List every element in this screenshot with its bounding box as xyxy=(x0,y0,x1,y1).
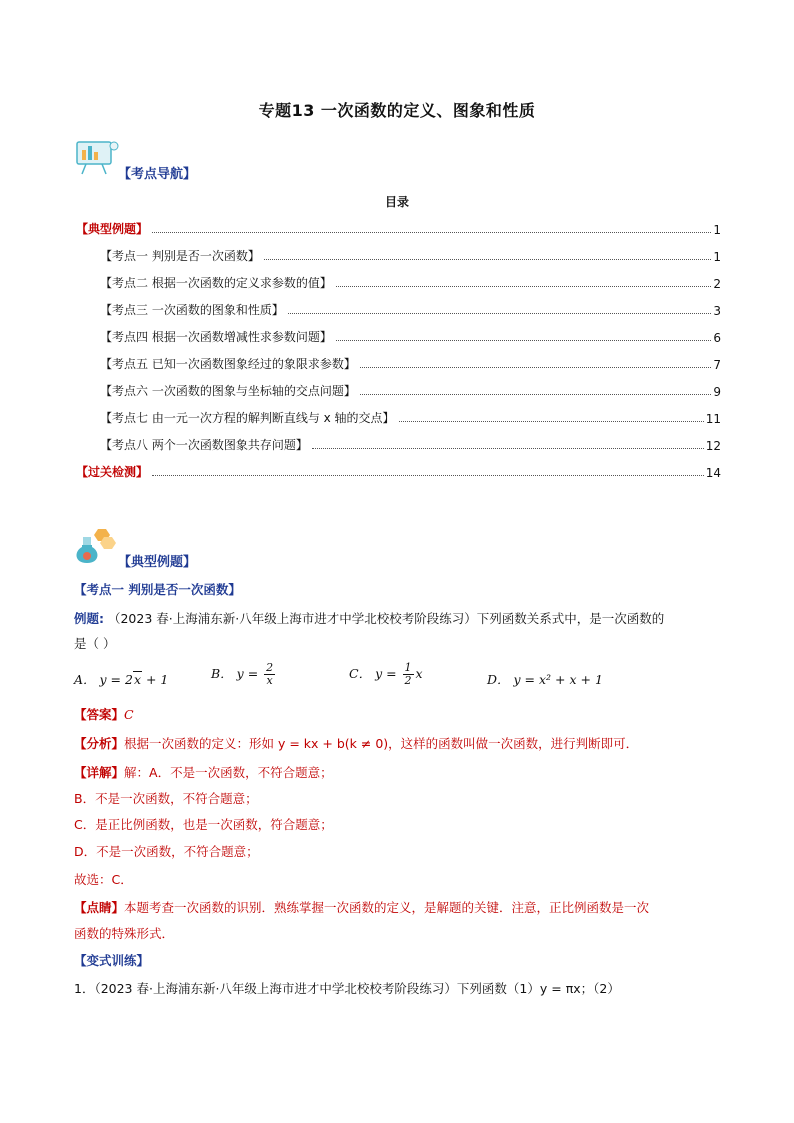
option-b[interactable] xyxy=(211,662,277,687)
toc-leader-dots xyxy=(360,366,712,368)
table-of-contents xyxy=(76,219,721,480)
detail-option-c: C．是正比例函数，也是一次函数，符合题意； xyxy=(74,817,333,832)
toc-page-number: 3 xyxy=(713,304,721,318)
fraction xyxy=(264,662,275,687)
toc-page-number: 14 xyxy=(705,466,721,480)
option-a-expression-tail: + 1 xyxy=(142,672,169,687)
nav-section-heading: 【考点导航】 xyxy=(118,167,197,182)
detail-option-d: D．不是一次函数，不符合题意； xyxy=(74,844,259,859)
toc-entry-kaodian-2[interactable] xyxy=(76,273,721,291)
toc-entry-label: 【考点五 已知一次函数图象经过的象限求参数】 xyxy=(100,357,356,371)
toc-entry-kaodian-1[interactable] xyxy=(76,246,721,264)
toc-entry-label: 【考点六 一次函数的图象与坐标轴的交点问题】 xyxy=(100,384,356,398)
practice-heading: 【变式训练】 xyxy=(74,953,150,968)
answer-tag: 【答案】 xyxy=(74,707,125,722)
toc-entry-kaodian-3[interactable] xyxy=(76,300,721,318)
toc-leader-dots xyxy=(336,339,712,341)
kaodian-heading: 【考点一 判别是否一次函数】 xyxy=(74,582,241,597)
option-c-expression: y = xyxy=(375,666,401,681)
detail-option-b: B．不是一次函数，不符合题意； xyxy=(74,791,258,806)
question-text-line1: （2023 春·上海浦东新·八年级上海市进才中学北校校考阶段练习）下列函数关系式中，是一次函数的 xyxy=(107,611,665,626)
practice-question-1: 1．（2023 春·上海浦东新·八年级上海市进才中学北校校考阶段练习）下列函数（1）y = πx；（2） xyxy=(74,981,620,996)
fraction-numerator: 2 xyxy=(266,661,274,674)
fraction xyxy=(403,662,414,687)
analysis-tag: 【分析】 xyxy=(74,736,125,751)
toc-page-number: 12 xyxy=(705,439,721,453)
option-label: A． xyxy=(74,672,96,687)
toc-entry-kaodian-4[interactable] xyxy=(76,327,721,345)
toc-page-number: 1 xyxy=(713,223,721,237)
toc-entry-kaodian-6[interactable] xyxy=(76,381,721,399)
question-text-line2: 是（ ） xyxy=(74,636,116,651)
toc-entry-label: 【考点四 根据一次函数增减性求参数问题】 xyxy=(100,330,332,344)
toc-entry-label: 【考点一 判别是否一次函数】 xyxy=(100,249,260,263)
toc-entry-kaodian-7[interactable] xyxy=(76,408,721,426)
toc-entry-kaodian-5[interactable] xyxy=(76,354,721,372)
toc-leader-dots xyxy=(152,231,711,233)
option-b-expression: y = xyxy=(236,666,263,681)
presentation-board-icon xyxy=(74,136,120,178)
toc-leader-dots xyxy=(288,312,712,314)
toc-page-number: 1 xyxy=(713,250,721,264)
toc-page-number: 9 xyxy=(713,385,721,399)
chemistry-flask-icon xyxy=(72,525,118,567)
toc-entry-label: 【考点八 两个一次函数图象共存问题】 xyxy=(100,438,308,452)
option-label: C． xyxy=(349,666,372,681)
option-c-expression-tail: x xyxy=(415,666,423,681)
toc-entry-label: 【典型例题】 xyxy=(76,222,149,236)
analysis-text: 根据一次函数的定义：形如 y = kx + b(k ≠ 0)，这样的函数叫做一次函数，进行判断即可． xyxy=(124,736,639,751)
example-question xyxy=(74,609,724,629)
option-a[interactable] xyxy=(74,670,168,690)
toc-leader-dots xyxy=(264,258,712,260)
option-label: B． xyxy=(211,666,233,681)
comment-line2: 函数的特殊形式． xyxy=(74,926,175,941)
toc-leader-dots xyxy=(336,285,712,287)
toc-entry-label: 【过关检测】 xyxy=(76,465,149,479)
sqrt-radicand: x xyxy=(133,672,142,687)
fraction-numerator: 1 xyxy=(404,661,412,674)
comment-tag: 【点睛】 xyxy=(74,900,125,915)
toc-entry-label: 【考点三 一次函数的图象和性质】 xyxy=(100,303,284,317)
toc-entry-guoguan[interactable] xyxy=(76,462,721,480)
toc-leader-dots xyxy=(399,420,704,422)
option-a-expression: y = 2 xyxy=(99,672,133,687)
option-label: D． xyxy=(487,672,510,687)
toc-entry-kaodian-8[interactable] xyxy=(76,435,721,453)
toc-page-number: 11 xyxy=(705,412,721,426)
toc-entry-label: 【考点二 根据一次函数的定义求参数的值】 xyxy=(100,276,332,290)
detail-line xyxy=(74,763,333,783)
toc-title: 目录 xyxy=(384,195,409,209)
example-label: 例题: xyxy=(74,611,104,626)
toc-entry-dianxing[interactable] xyxy=(76,219,721,237)
answer-value: C xyxy=(124,707,134,722)
detail-tag: 【详解】 xyxy=(74,765,125,780)
option-c[interactable] xyxy=(349,662,423,687)
toc-leader-dots xyxy=(312,447,704,449)
option-d-expression: y = x² + x + 1 xyxy=(513,672,603,687)
page-title: 专题13 一次函数的定义、图象和性质 xyxy=(258,101,536,120)
toc-entry-label: 【考点七 由一元一次方程的解判断直线与 x 轴的交点】 xyxy=(100,411,395,425)
comment-text: 本题考查一次函数的识别．熟练掌握一次函数的定义，是解题的关键．注意，正比例函数是一次 xyxy=(124,900,650,915)
toc-page-number: 2 xyxy=(713,277,721,291)
comment-line1 xyxy=(74,898,734,918)
toc-leader-dots xyxy=(152,474,704,476)
analysis-line xyxy=(74,734,724,754)
choose-line: 故选：C． xyxy=(74,872,133,887)
option-d[interactable] xyxy=(487,670,603,690)
example-section-heading: 【典型例题】 xyxy=(118,555,197,570)
fraction-denominator: 2 xyxy=(404,674,412,687)
toc-page-number: 7 xyxy=(713,358,721,372)
fraction-denominator: x xyxy=(266,674,273,687)
detail-text: 解：A．不是一次函数，不符合题意； xyxy=(124,765,333,780)
toc-page-number: 6 xyxy=(713,331,721,345)
toc-leader-dots xyxy=(360,393,712,395)
answer-line xyxy=(74,705,134,725)
